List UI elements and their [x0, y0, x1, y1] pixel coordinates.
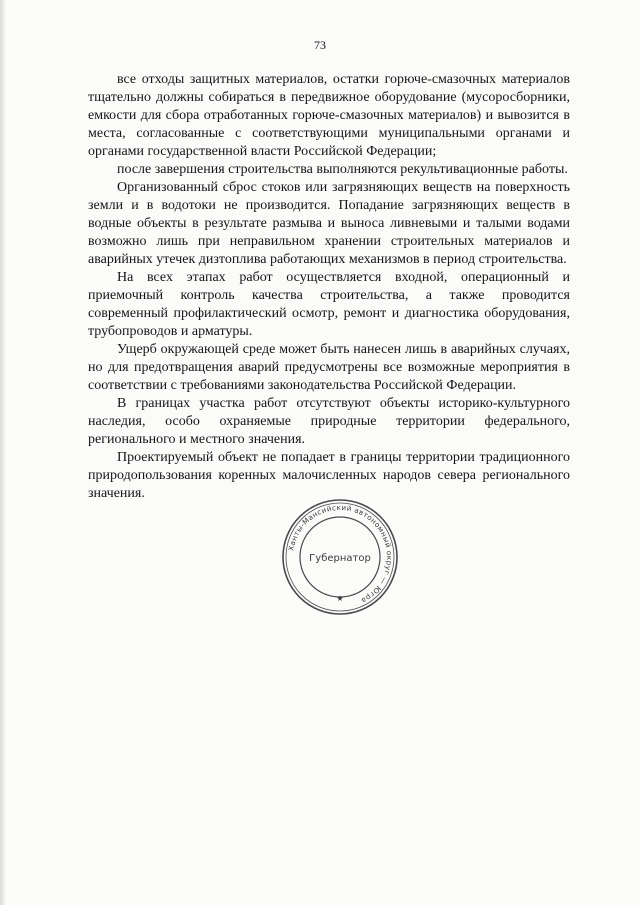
stamp-center-text: Губернатор	[309, 553, 371, 564]
official-stamp	[280, 497, 400, 617]
stamp-seal	[280, 497, 400, 617]
scan-edge	[0, 0, 5, 905]
stamp-ring-text: Ханты-Мансийский автономный округ — Югра	[286, 502, 395, 606]
paragraph-heritage: В границах участка работ отсутствуют объекты историко-культурного наследия, особо охраняемые природные территории федерального, регионального и местного значения.	[88, 396, 570, 447]
paragraph-recultivation: после завершения строительства выполняются рекультивационные работы.	[117, 162, 568, 177]
paragraph-waste-disposal: все отходы защитных материалов, остатки горюче-смазочных материалов тщательно должны собираться в передвижное оборудование (мусоросборники, емкости для сбора отработанных горюче-смазочных материалов) и вывозится в места, согласованные с соответствующими муниципальными органами и органами государственной власти Российской Федерации;	[88, 72, 570, 159]
paragraph-traditional-land: Проектируемый объект не попадает в границы территории традиционного природопользования коренных малочисленных народов севера регионального значения.	[88, 450, 570, 501]
paragraph-damage: Ущерб окружающей среде может быть нанесен лишь в аварийных случаях, но для предотвращения аварий предусмотрены все возможные мероприятия в соответствии с требованиями законодательства Российской Федерации.	[88, 342, 570, 393]
paragraph-quality-control: На всех этапах работ осуществляется входной, операционный и приемочный контроль качества строительства, а также проводится современный профилактический осмотр, ремонт и диагностика оборудования, трубопроводов и арматуры.	[88, 270, 570, 339]
star-icon: ★	[336, 594, 344, 603]
page-number: 73	[314, 38, 326, 52]
paragraph-discharge: Организованный сброс стоков или загрязняющих веществ на поверхность земли и в водотоки не производится. Попадание загрязняющих веществ в водные объекты в результате размыва и выноса ливневыми и талыми водами возможно лишь при неправильном хранении строительных материалов и аварийных утечек дизтоплива работающих механизмов в период строительства.	[88, 180, 570, 267]
body-text	[88, 71, 570, 503]
